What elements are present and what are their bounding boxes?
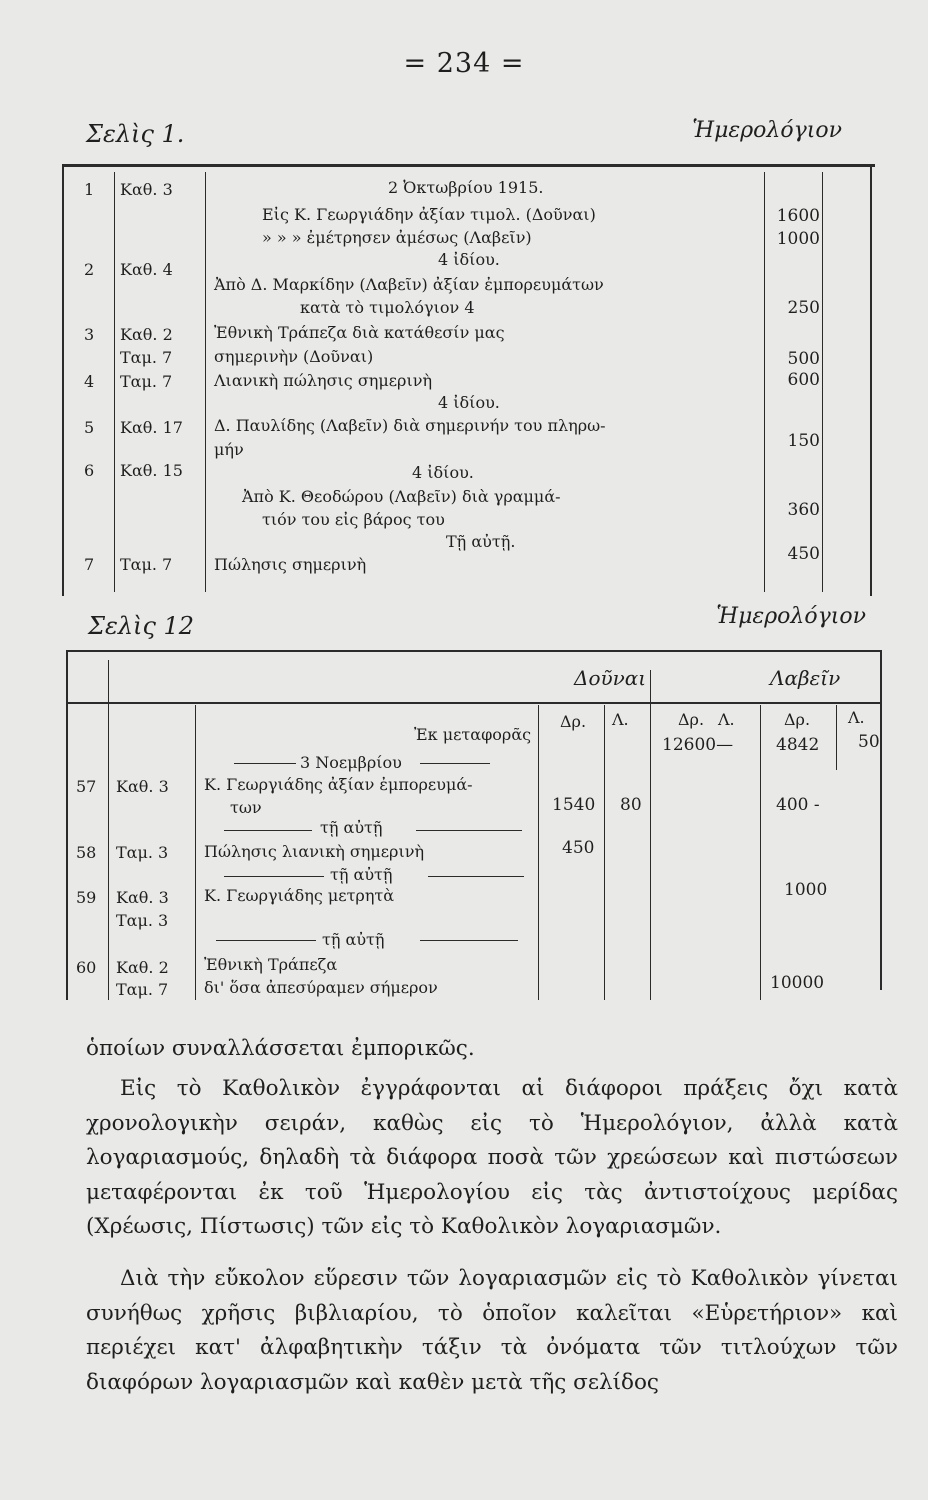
date-rule-right (420, 763, 490, 764)
entry-text: Κ. Γεωργιάδης ἀξίαν ἐμπορευμά- (204, 775, 473, 794)
account-ref: Καθ. 3 (116, 888, 169, 907)
table1-col-divider-2 (205, 172, 206, 592)
table2-col-divider-2 (195, 705, 196, 1000)
account-ref: Ταμ. 7 (116, 980, 169, 999)
table1-col-divider-1 (114, 172, 115, 592)
entry-text: κατὰ τὸ τιμολόγιον 4 (300, 298, 475, 317)
row-number: 5 (84, 418, 95, 437)
entry-text: Κ. Γεωργιάδης μετρητὰ (204, 886, 395, 905)
paragraph-fragment: ὁποίων συναλλάσσεται ἐμπορικῶς. (86, 1036, 475, 1061)
table1-right-border (870, 164, 872, 596)
credit-dr-header: Δρ. (784, 710, 811, 729)
amount: 360 (787, 500, 820, 520)
paragraph: Διὰ τὴν εὔκολον εὕρεσιν τῶν λογαριασμῶν εἰς τὸ Καθολικὸν γίνεται συνήθως χρῆσις βιβλιαρίου, τὸ ὁποῖον καλεῖται «Εὑρετήριον» καὶ περιέχει κατ' ἀλφαβητικὴν τάξιν τὰ ὀνόματα τῶν τιτλούχων τῶν διαφόρων λογαριασμῶν καὶ καθὲν μετὰ τῆς σελίδος (86, 1266, 898, 1395)
same-day-label: τῇ αὐτῇ (322, 930, 385, 949)
row-number: 1 (84, 180, 95, 199)
account-ref: Καθ. 3 (120, 180, 173, 199)
table1-col-divider-4 (822, 172, 823, 592)
debit-lepta: 80 (620, 795, 642, 815)
table2-header-rule (66, 702, 882, 704)
entry-text: » » » ἐμέτρησεν ἀμέσως (Λαβεῖν) (262, 228, 532, 247)
carried-credit-amount: 4842 (776, 735, 820, 755)
entry-text: 4 ἰδίου. (438, 250, 500, 269)
section1-right-heading: Ἡμερολόγιον (692, 118, 842, 143)
section2-right-heading: Ἡμερολόγιον (716, 604, 866, 629)
page-number: = 234 = (403, 48, 525, 79)
account-ref: Καθ. 17 (120, 418, 183, 437)
account-ref: Ταμ. 3 (116, 911, 169, 930)
table2-col-divider-3 (538, 705, 539, 1000)
entry-text: τιόν του εἰς βάρος του (262, 510, 445, 529)
table1-col-divider-3 (764, 172, 765, 592)
separator-rule (216, 940, 316, 941)
account-ref: Καθ. 15 (120, 461, 183, 480)
table1-left-border (62, 164, 64, 596)
table2-col-divider-1 (108, 660, 109, 1000)
entry-text: Δ. Παυλίδης (Λαβεῖν) διὰ σημερινήν του πληρω- (214, 416, 606, 435)
entry-text: 4 ἰδίου. (438, 393, 500, 412)
row-number: 3 (84, 325, 95, 344)
carried-debit-amount: 12600— (662, 735, 734, 755)
separator-rule (416, 830, 522, 831)
entry-text: Ἐθνικὴ Τράπεζα (204, 955, 338, 974)
journal-date: 3 Νοεμβρίου (300, 753, 402, 772)
amount: 450 (787, 544, 820, 564)
account-ref: Καθ. 3 (116, 777, 169, 796)
entry-text: Ἐθνικὴ Τράπεζα διὰ κατάθεσίν μας (214, 323, 505, 342)
date-rule-left (234, 763, 296, 764)
amount: 600 (787, 370, 820, 390)
table2-right-border (880, 650, 882, 990)
table2-top-rule (66, 650, 882, 652)
account-ref: Καθ. 2 (120, 325, 173, 344)
row-number: 6 (84, 461, 95, 480)
table2-col-divider-4 (604, 705, 605, 1000)
entry-text: Τῇ αὐτῇ. (446, 532, 516, 551)
separator-rule (428, 876, 524, 877)
row-number: 7 (84, 555, 95, 574)
row-number: 58 (76, 843, 97, 862)
section1-left-heading: Σελὶς 1. (86, 120, 185, 148)
amount: 150 (787, 431, 820, 451)
entry-text: των (230, 798, 262, 817)
credit-amount: 10000 (770, 973, 825, 993)
table2-col-divider-6 (760, 705, 761, 1000)
debit-amount: 450 (562, 838, 595, 858)
carried-forward-label: Ἐκ μεταφορᾶς (414, 725, 532, 744)
paragraph: Εἰς τὸ Καθολικὸν ἐγγράφονται αἱ διάφοροι πράξεις ὄχι κατὰ χρονολογικὴν σειράν, καθὼς εἰς τὸ Ἡμερολόγιον, ἀλλὰ κατὰ λογαριασμούς, δηλαδὴ τὰ διάφορα ποσὰ τῶν χρεώσεων καὶ πιστώσεων μεταφέρονται ἐκ τοῦ Ἡμερολογίου εἰς τὰς ἀντιστοίχους μερίδας (Χρέωσις, Πίστωσις) τῶν εἰς τὸ Καθολικὸν λογαριασμῶν. (86, 1076, 898, 1240)
row-number: 59 (76, 888, 97, 907)
account-ref: Ταμ. 7 (120, 348, 173, 367)
debit-header: Δοῦναι (574, 666, 647, 690)
entry-text: Ἀπὸ Κ. Θεοδώρου (Λαβεῖν) διὰ γραμμά- (242, 487, 561, 506)
amount: 1000 (776, 229, 820, 249)
debit2-dr-header: Δρ. (678, 710, 705, 729)
table2-col-divider-7 (836, 705, 837, 770)
entry-text: Εἰς Κ. Γεωργιάδην ἀξίαν τιμολ. (Δοῦναι) (262, 205, 596, 224)
amount: 250 (787, 298, 820, 318)
debit2-l-header: Λ. (718, 710, 735, 729)
same-day-label: τῇ αὐτῇ (330, 865, 393, 884)
debit-l-header: Λ. (612, 710, 629, 729)
credit-header: Λαβεῖν (770, 666, 841, 690)
row-number: 57 (76, 777, 97, 796)
account-ref: Καθ. 2 (116, 958, 169, 977)
account-ref: Ταμ. 7 (120, 372, 173, 391)
amount: 500 (787, 349, 820, 369)
row-number: 4 (84, 372, 95, 391)
entry-text: Λιανικὴ πώλησις σημερινὴ (214, 371, 433, 390)
debit-amount: 1540 (552, 795, 596, 815)
entry-text: μήν (214, 440, 244, 459)
carried-credit-lepta: 50 (858, 732, 880, 752)
entry-text: 4 ἰδίου. (412, 463, 474, 482)
same-day-label: τῇ αὐτῇ (320, 818, 383, 837)
debit-dr-header: Δρ. (560, 712, 587, 731)
section2-left-heading: Σελὶς 12 (88, 612, 195, 640)
row-number: 2 (84, 260, 95, 279)
entry-text: σημερινὴν (Δοῦναι) (214, 347, 374, 366)
entry-text: δι' ὅσα ἀπεσύραμεν σήμερον (204, 978, 438, 997)
row-number: 60 (76, 958, 97, 977)
entry-text: Πώλησις σημερινὴ (214, 555, 367, 574)
entry-text: Ἀπὸ Δ. Μαρκίδην (Λαβεῖν) ἀξίαν ἐμπορευμάτων (214, 275, 604, 294)
separator-rule (420, 940, 518, 941)
journal-date: 2 Ὀκτωβρίου 1915. (388, 178, 544, 197)
account-ref: Ταμ. 7 (120, 555, 173, 574)
entry-text: Πώλησις λιανικὴ σημερινὴ (204, 842, 425, 861)
separator-rule (224, 876, 324, 877)
table2-left-border (66, 650, 68, 1000)
table2-col-divider-5 (650, 670, 651, 1000)
account-ref: Ταμ. 3 (116, 843, 169, 862)
credit-l-header: Λ. (848, 708, 865, 727)
separator-rule (224, 830, 312, 831)
table1-top-rule (62, 164, 875, 167)
credit-amount: 1000 (784, 880, 828, 900)
credit-amount: 400 - (776, 795, 820, 815)
account-ref: Καθ. 4 (120, 260, 173, 279)
amount: 1600 (776, 206, 820, 226)
